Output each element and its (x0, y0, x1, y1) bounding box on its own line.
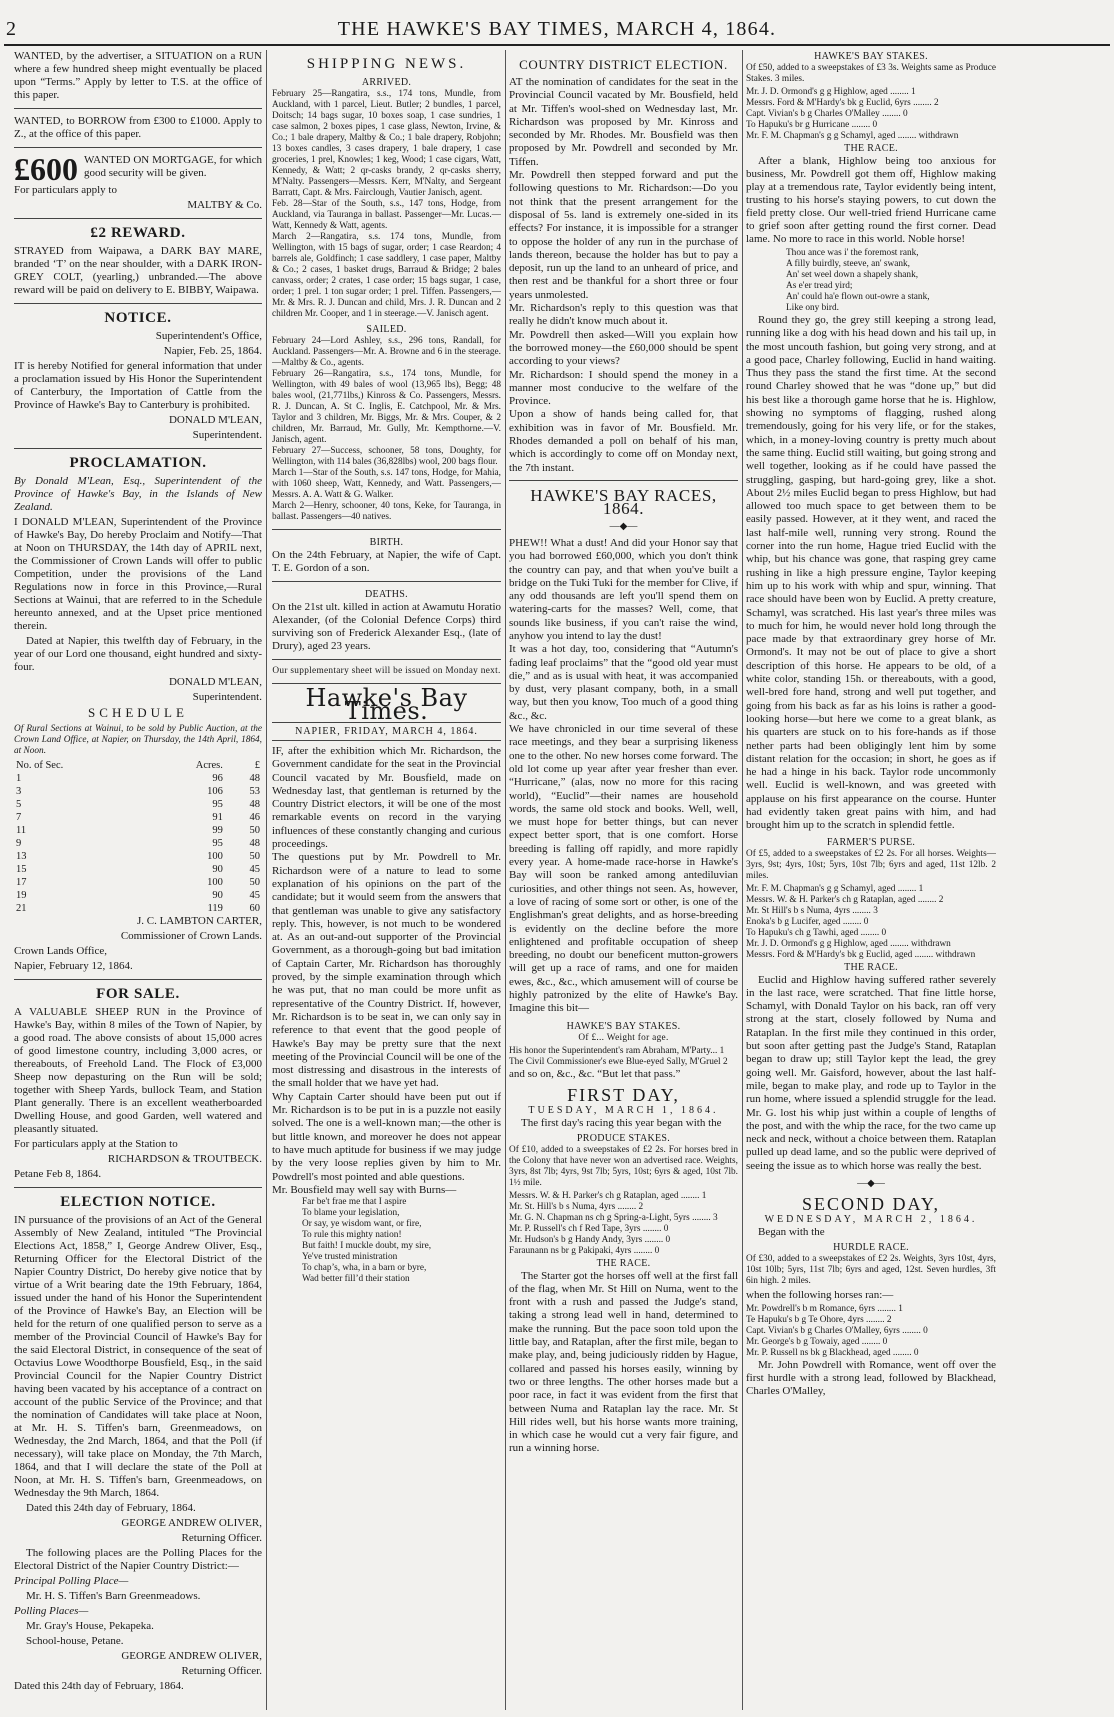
schedule-cell: 91 (212, 812, 223, 823)
farmers-purse-entries: Mr. F. M. Chapman's g g Schamyl, aged ........ 1 Messrs. W. & H. Parker's ch g Rataplan, aged ........ 2 Mr. St Hill's b s Numa, 4yrs ........ 3 Enoka's b g Lucifer, aged ........ 0 To Hapuku's ch g Tawhi, aged ........ 0 Mr. J. D. Ormond's g g Highlow, aged ........ withdrawn Messrs. Ford & M'Hardy's bk g Euclid, aged ........ withdrawn (746, 883, 976, 960)
race-report: The Starter got the horses off well at the first fall of the flag, when Mr. St Hill on Numa, went to the front with a rush and passed the Judge's stand, taking a strong lead well in hand, determined to make the running. But the pace soon told upon the little bay, and Rataplan, after the first mile, began to make play, and, being judiciously ridden by Hague, collared and passed his horses easily, winning by two or three lengths. The other horses made but a poor race, in fact it was evident from the first that between Numa and Rataplan lay the race. Mr. St Hill rides well, but his horse wants more training, in which case he would cut a very fair figure, and run a winning horse. (509, 1269, 738, 1455)
reward-heading: £2 REWARD. (90, 225, 186, 241)
hb-stakes-entries: Mr. J. D. Ormond's g g Highlow, aged ........ 1 Messrs. Ford & M'Hardy's bk g Euclid, 6yrs ........ 2 Capt. Vivian's b g Charles O'Malley ........ 0 To Hapuku's br g Hurricane ........ 0 Mr. F. M. Chapman's g g Schamyl, aged ........ withdrawn (746, 87, 959, 141)
schedule-signature: J. C. LAMBTON CARTER, (136, 915, 262, 927)
sale-apply: For particulars apply at the Station to (14, 1138, 178, 1150)
election-heading: COUNTRY DISTRICT ELECTION. (519, 57, 728, 72)
sale-heading: FOR SALE. (96, 986, 180, 1002)
hurdle-race-conditions: Of £30, added to a sweepstakes of £2 2s. Weights, 3yrs 10st, 4yrs, 10st 10lb; 5yrs, 11st 7lb; 6yrs and aged, 12st. Seven hurdles, 3ft 6in high. 2 miles. (746, 1254, 996, 1287)
schedule-row (14, 785, 262, 798)
ad-situation-wanted: WANTED, by the advertiser, a SITUATION on a RUN where a few hundred sheep might eventually be placed upon “Terms.” Apply by letter to T.S. at the office of this paper. (14, 50, 262, 101)
schedule-cell: 1 (16, 773, 22, 784)
schedule-cell: 95 (212, 838, 223, 849)
ornament-rule: —◆— (857, 1178, 885, 1190)
schedule-cell: 100 (207, 877, 223, 888)
schedule-cell: 3 (16, 786, 22, 797)
ornament-rule: —◆— (609, 520, 638, 532)
schedule-row (14, 902, 262, 915)
reward-text: STRAYED from Waipawa, a DARK BAY MARE, branded ‘T’ on the near shoulder, with a DARK IRON-GREY COLT, (yearling,) unbranded.—The above reward will be paid on delivery to E. BIBBY, Waipawa. (14, 245, 262, 296)
hb-stakes-subtitle: Of £... Weight for age. (578, 1032, 669, 1043)
schedule-header-row (14, 759, 262, 772)
election-report: AT the nomination of candidates for the seat in the Provincial Council vacated by Mr. Bousfield, held at Mr. Tiffen's wool-shed on Wednesday last, Mr. Richardson was proposed by Mr. Kinross and seconded by Mr. Rhodes. Mr. Bousfield was then proposed by Mr. Powdrell and seconded by Mr. Tiffen. Mr. Powdrell then stepped forward and put the following questions to Mr. Richardson:—Do you not think that the present arrangement for the disposal of 5s. land is extremely one-sided in its effects? For instance, it is impossible for a stranger to oppose the holder of any run in the purchase of lands thereon, because the holder has but to pay a deposit, run up the land to an unheard of price, and then rest and be thankful for a short three or four years unmolested. Mr. Richardson's reply to this question was that really he didn't know much about it. Mr. Powdrell then asked—Will you explain how the borrowed money—the £60,000 should be spent according to your views? Mr. Richardson: I should spend the money in a manner most conducive to the welfare of the Province. Upon a show of hands being called for, that exhibition was in favor of Mr. Bousfield. Mr. Rhodes demanded a poll on behalf of his man, which is accordingly to come off on Monday next, the 7th instant. (509, 76, 738, 474)
masthead-title: THE HAWKE'S BAY TIMES, MARCH 4, 1864. (337, 18, 777, 40)
ad-borrow-wanted: WANTED, to BORROW from £300 to £1000. Apply to Z., at the office of this paper. (14, 115, 262, 140)
polling-place: School-house, Petane. (26, 1635, 124, 1647)
schedule-heading: SCHEDULE (88, 705, 188, 720)
first-day-date: TUESDAY, MARCH 1, 1864. (528, 1104, 719, 1116)
election-notice-dated: Dated this 24th day of February, 1864. (26, 1502, 196, 1514)
ad-mortgage (14, 151, 262, 212)
hb-stakes-conditions: Of £50, added to a sweepstakes of £3 3s. Weights same as Produce Stakes. 3 miles. (746, 63, 996, 84)
column-rule (742, 50, 743, 1710)
schedule-cell: 7 (16, 812, 22, 823)
polling-principal-label: Principal Polling Place— (14, 1575, 129, 1587)
second-day-date: WEDNESDAY, MARCH 2, 1864. (764, 1214, 978, 1226)
produce-stakes-conditions: Of £10, added to a sweepstakes of £2 2s. For horses bred in the Colony that have never won an advertised race. Weights, 3yrs, 8st 7lb; 4yrs, 9st 7lb; 5yrs, 10st; 6yrs & aged, 10st 7lb. 1½ mile. (509, 1144, 738, 1188)
hb-stakes-entries: His honor the Superintendent's ram Abraham, M'Party... 1 The Civil Commissioner's ewe Blue-eyed Sally, M'Gruel 2 (509, 1045, 728, 1067)
notice-text: IT is hereby Notified for general information that under a proclamation issued by His Honor the Superintendent of Canterbury, the Importation of Cattle from the Province of Hawke's Bay to Canterbury is prohibited. (14, 360, 262, 411)
second-day-heading: SECOND DAY, (801, 1194, 941, 1215)
schedule-cell: 119 (207, 903, 223, 914)
schedule-row (14, 772, 262, 785)
column-races-continued (746, 50, 996, 1710)
produce-stakes-entries: Messrs. W. & H. Parker's ch g Rataplan, aged ........ 1 Mr. St. Hill's b s Numa, 4yrs ........ 2 Mr. G. N. Chapman ns ch g Spring-a-Light, 5yrs ........ 3 Mr. P. Russell's ch f Red Tape, 3yrs ........ 0 Mr. Hudson's b g Handy Andy, 3yrs ........ 0 Faraunann ns br g Pakipaki, 4yrs ........ 0 (509, 1190, 718, 1256)
schedule-cell: 5 (16, 799, 22, 810)
schedule-table (14, 759, 262, 915)
schedule-date: Napier, February 12, 1864. (14, 960, 133, 972)
deaths-label: DEATHS. (365, 589, 408, 600)
schedule-subtitle: Of Rural Sections at Wainui, to be sold by Public Auction, at the Crown Land Office, at Napier, on Thursday, the 14th April, 1864, at Noon. (14, 724, 262, 756)
races-text: PHEW!! What a dust! And did your Honor say that you had borrowed £60,000, which you don't think the country can pay, and that when you've built a bridge on the Tuki Tuki for the member for Clive, if any odd thousands are left you'll spend them on watering-carts for the masses? Well, come, that sounds like business, if you can't raise the wind, anyhow you intend to lay the dust! It was a hot day, too, considering that “Autumn's fading leaf proclaims” that the “good old year must die,” and as is usual with heat, it was accompanied by dust, very plasant company, both, in a small way, but then you know, Too much of a good thing &c., &c. We have chronicled in our time several of these race meetings, and they bear a surprising likeness one to the other. No new horses come forward. The old lot come up year after year fresher than ever. “Hurricane,” (alas, now no more for this racing world), “Euclid”—their names are household words, the same old stock and books. Well, well, we must hope for better things, but can never expect better sport, that is one comfort. Horse breeding is falling off rapidly, and more rapidly every year. A home-made race-horse in Hawke's Bay will soon be ranked among antediluvian curiosities, and other things not seen. As, however, a love of racing of some sort or other, is one of the Englishman's great delights, and as horse-breeding is evidently on the decline before the more enlightened and profitable occupation of sheep breeding, no doubt our beneficent mutton-growers will get up a race of rams, and one for maiden ewes, &c., &c., which amusement will of course be highly patronized by the elite of Hawke's Bay. Imagine this bit— (509, 536, 738, 1015)
notice-signature: DONALD M'LEAN, (168, 414, 262, 426)
election-notice-heading: ELECTION NOTICE. (60, 1194, 216, 1210)
schedule-cell: 15 (16, 864, 27, 875)
sale-signature: RICHARDSON & TROUTBECK. (107, 1153, 262, 1165)
notice-heading: NOTICE. (104, 310, 172, 326)
mortgage-amount: £600 (14, 151, 78, 187)
burns-verse: Far be't frae me that I aspire To blame your legislation, Or say, ye wisdom want, or fire, To rule this mighty nation! But faith! I muckle doubt, my sire, Ye've trusted ministration To chap’s, wha, in a barn or byre, Wad better fill’d their station (302, 1197, 432, 1285)
schedule-header: No. of Sec. (16, 760, 64, 771)
schedule-row (14, 824, 262, 837)
race-heading: THE RACE. (844, 961, 898, 973)
schedule-cell: 13 (16, 851, 27, 862)
hurdle-race-report: Mr. John Powdrell with Romance, went off over the first hurdle with a strong lead, followed by Blackhead, Charles O'Malley, (746, 1359, 996, 1398)
polling-places-label: Polling Places— (14, 1605, 89, 1617)
schedule-cell: 106 (207, 786, 223, 797)
schedule-cell: 9 (16, 838, 22, 849)
election-notice-text: IN pursuance of the provisions of an Act of the General Assembly of New Zealand, intituled “The Provincial Elections Act, 1858,” I, George Andrew Oliver, Esq., Returning Officer for the Electoral District of the Napier Country District, Do hereby give notice that by virtue of a Writ bearing date the 19th February, 1864, issued under the hand of his Honor the Superintendent of the Province of Hawke's Bay, an Election will be held for the return of one qualified person to serve as a member of the Provincial Council of Hawke's Bay for the said Electoral District, in consequence of the seat of Octavius Lowe Woodthorpe Bousfield, Esq., in the said Provincial Council for the Napier Country District having been vacated by his acceptance of a contract on account of the public Service of the Province; and that the nomination of Candidates will take place at Noon, at Mr. H. S. Tiffen's barn, Greenmeadows, on Wednesday, the 2nd March, 1864, and that the Poll (if necessary), will take place on Monday, the 7th March, 1864, and that I will declare the state of the Poll at Noon, at Mr. H. S. Tiffen's barn, Greenmeadows, on Wednesday the 9th March, 1864. (14, 1214, 262, 1499)
farmers-purse-conditions: Of £5, added to a sweepstakes of £2 2s. For all horses. Weights—3yrs, 9st; 4yrs, 10st; 5yrs, 10st 7lb; 6yrs and aged, 11st 12lb. 2 miles. (746, 848, 996, 881)
schedule-cell: 96 (212, 773, 223, 784)
polling-signature: GEORGE ANDREW OLIVER, (121, 1650, 262, 1662)
schedule-row (14, 889, 262, 902)
schedule-header: £ (254, 760, 260, 771)
column-election-races (509, 50, 738, 1710)
second-day-intro: Began with the (758, 1226, 825, 1239)
races-heading: HAWKE'S BAY RACES, 1864. (530, 485, 717, 518)
schedule-row (14, 798, 262, 811)
editorial-text: IF, after the exhibition which Mr. Richardson, the Government candidate for the seat in the Provincial Council vacated by Mr. Bousfield, made on Wednesday last, that gentleman is returned by the Country District electors, it will be one of the most remarkable events on record in the varying influences of these constantly changing and curious proceedings. The questions put by Mr. Powdrell to Mr. Richardson were of a nature to lead to some explanation of his opinions on the part of the candidate; but it would seem from the answers that that gentleman was unable to give any satisfactory reply. This, however, is not much to be wondered at. As an out-and-out supporter of the Provincial Government, as a thorough-going but bad imitation of Captain Carter, Mr. Richardson has thoroughly proved, by the simple examination through which he was put, that no man could be more unfit as representative of the Country District. If, however, Mr. Richardson is to be seat in, we can only say in reference to that event that the good people of Hawke's Bay may be pretty sure that the next meeting of the Provincial Council will be one of the most distressing and disastrous in the interests of the small holder that we have yet had. Why Captain Carter should have been put out if Mr. Richardson is to be put in is a puzzle not easily solved. The one is a well-known man;—the other is but little known, and moreover he does not appear to have much aptitude for business if we may judge by the very loose replies given by him to Mr. Powdrell's most pointed and able questions. Mr. Bousfield may well say with Burns— (272, 745, 501, 1196)
birth-label: BIRTH. (369, 537, 404, 548)
proclamation-text: I DONALD M'LEAN, Superintendent of the Province of Hawke's Bay, Do hereby Proclaim and Notify—That at Noon on THURSDAY, the 14th day of APRIL next, the Commissioner of Crown Lands will offer to public Competition, under the provisions of the Land Regulations now in force in this Province,—Rural Sections at Wainui, that are referred to in the Schedule hereunto annexed, and at the Upset price mentioned therein. (14, 516, 262, 632)
proclamation-dated: Dated at Napier, this twelfth day of February, in the year of our Lord one thousand, eight hundred and sixty-four. (14, 635, 262, 673)
polling-dated: Dated this 24th day of February, 1864. (14, 1680, 184, 1692)
polling-intro: The following places are the Polling Places for the Electoral District of the Napier Country District:— (14, 1547, 262, 1572)
mortgage-signature: MALTBY & Co. (187, 199, 262, 211)
notice-office: Superintendent's Office, (155, 330, 262, 342)
notice-date: Napier, Feb. 25, 1864. (163, 345, 262, 357)
schedule-header: Acres. (195, 760, 223, 771)
polling-principal-place: Mr. H. S. Tiffen's Barn Greenmeadows. (26, 1590, 201, 1602)
polling-signature-title: Returning Officer. (181, 1665, 262, 1677)
birth-text: On the 24th February, at Napier, the wife of Capt. T. E. Gordon of a son. (272, 549, 501, 574)
hb-stakes-heading: HAWKE'S BAY STAKES. (814, 51, 928, 62)
race-report: After a blank, Highlow being too anxious for business, Mr. Powdrell got them off, Highlow making play at a tremendous rate, Taylor evidently being intent, trusting to his horse's staying powers, to cut down the field pretty close. Our well-tried friend Hurricane came to grief soon after getting round the first corner. Dead lame. No more to race in this world. Noble horse! (746, 155, 996, 245)
produce-stakes-heading: PRODUCE STAKES. (576, 1132, 671, 1144)
dateline: NAPIER, FRIDAY, MARCH 4, 1864. (272, 722, 501, 741)
schedule-signature-title: Commissioner of Crown Lands. (120, 930, 262, 942)
race-report: Euclid and Highlow having suffered rather severely in the last race, were scratched. That fine little horse, Schamyl, with Donald Taylor on his back, ran off very strong at the start, closely followed by Numa and Rataplan. In the first mile they continued in this order, but soon after getting past the Judge's Stand, Rataplan began to draw up; still Taylor kept the lead, the grey going well. Mr. Gaisford, however, about the last half-mile, began to make play, and rode up to Taylor in the run home, where issued a splendid struggle for the lead. Mr. G. lost his whip just within a couple of lengths of the post, and with the whip the race, for the two came up neck and neck, without a choice between them. Rataplan pulled up dead lame, and so the public were deprived of seeing the issue as to which horse was really the best. (746, 973, 996, 1172)
column-rule (505, 50, 506, 1710)
schedule-row (14, 811, 262, 824)
schedule-cell: 53 (249, 786, 260, 797)
notice-signature-title: Superintendent. (192, 429, 262, 441)
schedule-cell: 95 (212, 799, 223, 810)
schedule-cell: 50 (249, 851, 260, 862)
schedule-cell: 60 (249, 903, 260, 914)
schedule-cell: 50 (249, 877, 260, 888)
first-day-heading: FIRST DAY, (567, 1084, 680, 1105)
schedule-cell: 100 (207, 851, 223, 862)
schedule-cell: 48 (249, 773, 260, 784)
schedule-cell: 48 (249, 799, 260, 810)
schedule-row (14, 837, 262, 850)
sale-date: Petane Feb 8, 1864. (14, 1168, 102, 1180)
schedule-cell: 90 (212, 864, 223, 875)
mortgage-apply: For particulars apply to (14, 184, 117, 196)
hb-stakes-end: and so on, &c., &c. “But let that pass.” (509, 1067, 681, 1080)
paper-title: Hawke's Bay Times. (305, 684, 468, 725)
column-advertisements (14, 50, 262, 1710)
schedule-cell: 99 (212, 825, 223, 836)
schedule-cell: 46 (249, 812, 260, 823)
election-notice-signature-title: Returning Officer. (181, 1532, 262, 1544)
column-shipping-editorial (272, 50, 501, 1710)
supplement-note: Our supplementary sheet will be issued on Monday next. (272, 666, 501, 676)
schedule-cell: 21 (16, 903, 27, 914)
proclamation-heading: PROCLAMATION. (69, 455, 207, 471)
schedule-cell: 45 (249, 890, 260, 901)
column-rule (266, 50, 267, 1710)
race-heading: THE RACE. (596, 1257, 651, 1269)
schedule-row (14, 850, 262, 863)
proclamation-by: By Donald M'Lean, Esq., Superintendent of the Province of Hawke's Bay, in the Islands of New Zealand. (14, 475, 262, 513)
farmers-purse-heading: FARMER'S PURSE. (826, 836, 916, 848)
deaths-text: On the 21st ult. killed in action at Awamutu Horatio Alexander, (of the Colonial Defence Corps) third surviving son of Frederick Alexander Esq., (late of Drury), aged 23 years. (272, 601, 501, 652)
schedule-cell: 19 (16, 890, 27, 901)
proclamation-signature-title: Superintendent. (192, 691, 262, 703)
masthead (0, 14, 1114, 44)
page-number: 2 (6, 18, 16, 40)
schedule-cell: 48 (249, 838, 260, 849)
first-day-intro: The first day's racing this year began with the (521, 1116, 722, 1129)
schedule-cell: 90 (212, 890, 223, 901)
hurdle-race-heading: HURDLE RACE. (833, 1242, 909, 1254)
sailed-list: February 24—Lord Ashley, s.s., 296 tons, Randall, for Auckland. Passengers—Mr. A. Browne and 6 in the steerage.—Maltby & Co., agents. February 26—Rangatira, s.s., 174 tons, Mundle, for Wellington, with 49 bales of wool (13,965 lbs), Begg; 48 bales wool, (21,771lbs,) Kinross & Co. Passengers, Messrs. R. J. Duncan, A. St C. Inglis, E. Catchpool, Mr. & Mrs. Taylor and 3 children, Mr. Biggs, Mr. & Mrs. Couper, & 2 children, Mr. Barraud, Mr. Gully, Mr. Kempthorne.—V. Janisch, agent. February 27—Success, schooner, 58 tons, Doughty, for Wellington, with 114 bales (36,828lbs) wool, 200 bags flour. March 1—Star of the South, s.s. 147 tons, Hodge, for Mahia, with 1060 sheep, Watt, Kennedy, and Watt. Passengers,—Messrs. A. A. Watt & G. Walker. March 2—Henry, schooner, 40 tons, Keke, for Tauranga, in ballast. Passengers—40 natives. (272, 336, 501, 522)
hurdle-race-intro: when the following horses ran:— (746, 1289, 894, 1302)
schedule-cell: 50 (249, 825, 260, 836)
arrived-label: ARRIVED. (361, 77, 412, 88)
sale-text: A VALUABLE SHEEP RUN in the Province of Hawke's Bay, within 8 miles of the Town of Napier, by a good road. The above consists of about 15,000 acres of good limestone country, including 3,000 acres, or thereabouts, of Freehold Land. The Flock of £3,000 Sheep now depasturing on the Run will be sold; together with Sheep Yards, bullock Team, and Station Plant generally. There is an excellent weatherboarded Dwelling House, and good Garden, well watered and pleasantly situated. (14, 1006, 262, 1135)
shipping-heading: SHIPPING NEWS. (306, 56, 467, 72)
arrived-list: February 25—Rangatira, s.s., 174 tons, Mundle, from Auckland, with 1 parcel, Lieut. Butler; 2 bundles, 1 parcel, Doitsch; 14 bags sugar, 10 boxes soap, 1 case sundries, 1 case salmon, 2 boxes pipes, 1 case glass, Newton, Irvine, & Co.; 1 bale drapery, Maltby & Co.; 1 bale drapery, Robjohn; 13 boxes candles, 3 cases drapery, 1 bale drapery, 1 case groceries, 1 prel, Knowles; 1 keg, Wood; 1 case cigars, Watt, Kennedy, & Watt; 2 qr-casks brandy, 2 qr-casks sherry, M'Nalty. Passengers—Messrs. Kerr, M'Nalty, and Sergeant Barratt, Capt. & Mrs. Fairclough, Vautier Janisch, agent. Feb. 28—Star of the South, s.s., 147 tons, Hodge, from Auckland, via Tauranga in ballast. Passenger—Mr. Lucas.—Watt, Kennedy & Watt, agents. March 2—Rangatira, s.s. 174 tons, Mundle, from Wellington, with 15 bags of sugar, order; 1 case Reardon; 4 barrels ale, Goldfinch; 1 case saddlery, 1 case paper, Maltby & Co.; 2 cases, 1 basket drugs, Barraud & Bridge; 2 bales canvass, order; 2 crates, 1 case order; 15 bags sugar, 1 case, order; 1 prel. 1 ton sugar order; 1 prel. Tiffen. Passengers,—Mr. & Mrs. R. J. Duncan and child, Mrs. J. R. Duncan and 2 children Mr. Cooper, and 1 in steerage.—V. Janisch agent. (272, 89, 501, 319)
schedule-office: Crown Lands Office, (14, 945, 107, 957)
schedule-row (14, 863, 262, 876)
race-verse: Thou ance was i' the foremost rank, A filly buirdly, steeve, an' swank, An' set weel down a shapely shank, As e'er tread yird; An' could ha'e flown out-owre a stank, Like ony bird. (786, 248, 930, 313)
hurdle-race-entries: Mr. Powdrell's b m Romance, 6yrs ........ 1 Te Hapuku's b g Te Ohore, 4yrs ........ 2 Capt. Vivian's b g Charles O'Malley, 6yrs ........ 0 Mr. George's b g Towaiy, aged ........ 0 Mr. P. Russell ns bk g Blackhead, aged ........ 0 (746, 1304, 928, 1359)
top-rule (4, 44, 1110, 46)
race-heading: THE RACE. (844, 143, 898, 154)
schedule-row (14, 876, 262, 889)
schedule-cell: 17 (16, 877, 27, 888)
schedule-cell: 11 (16, 825, 27, 836)
hb-stakes-heading: HAWKE'S BAY STAKES. (566, 1020, 681, 1032)
polling-place: Mr. Gray's House, Pekapeka. (26, 1620, 154, 1632)
election-notice-signature: GEORGE ANDREW OLIVER, (121, 1517, 262, 1529)
proclamation-signature: DONALD M'LEAN, (168, 676, 262, 688)
sailed-label: SAILED. (366, 324, 407, 335)
mortgage-text: WANTED ON MORTGAGE, for which good security will be given. (84, 154, 262, 179)
race-report-continued: Round they go, the grey still keeping a strong lead, running like a dog with his head down and his tail up, in the most uncouth fashion, but going very strong, and at a good pace, Charley following, Euclid in hand waiting. Thus they pass the stand the first time. At the second round Charley showed that he was “done up,” but did his best like a thorough game horse that he is. Highlow, showing no symptoms of flagging, rushed along tremendously, going for his very life, or for the stakes, which, in a money-loving country is pretty much about the same thing. Euclid still waiting, but going strong and well together, looking as if he could have passed the struggling, gasping, but hard-going grey, like a shot. About 2½ miles Euclid began to press Highlow, but had allowed too much space to get between them to be easily passed. However, at it they went, and raced the last half-mile well, running very strong. Round the corner into the run home, Hague tried Euclid with the whip, but his chance was gone, that rasping grey came rushing in like a high pressure engine, Taylor keeping him up to his work with whip and spur, winning. That race should have been won by Euclid. A pretty creature, Schamyl, was scratched. His last year's three miles was to much for him, he would never hold long through the pace made by that extraordinary grey horse of Mr. Ormond's. It may not be out of place to give a short description of this horse. He appears to be old, of a white color, standing 15h. or thereabouts, with a good, well-bred fore hand, strong and well put together, and going from his back as far as his loins is rather a good-looking horse—but here we come to a great blank, as his quarters are stuck on to his fore-hands as if those nether parts had been obligingly lent him by some distant relation for the occasion; in short, he goes as if he had a hinge in his back. Taylor rode uncommonly well. Euclid is well-known, and was greeted with applause on his first appearance on the course. Hunter had evidently taken great pains with him, and had brought him up to the scratch in splendid fettle. (746, 314, 996, 832)
schedule-cell: 45 (249, 864, 260, 875)
